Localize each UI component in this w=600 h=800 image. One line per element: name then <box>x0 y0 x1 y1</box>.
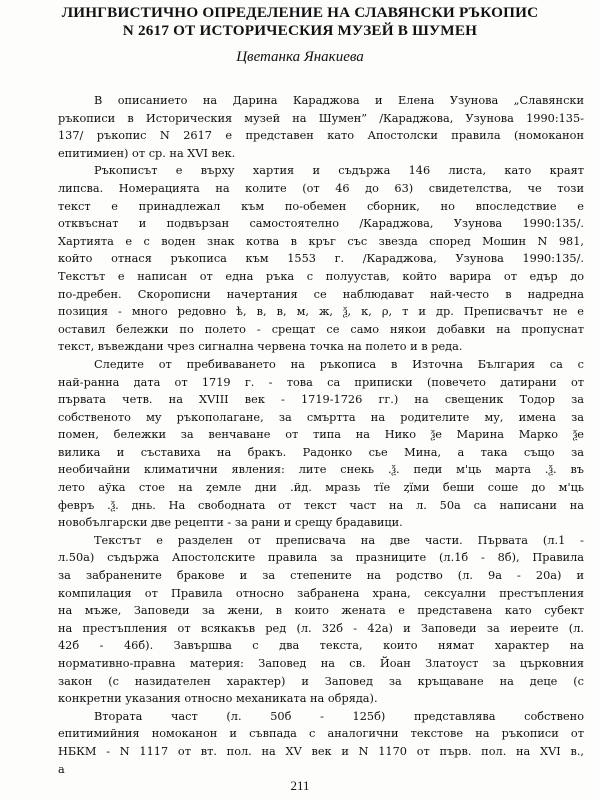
body-line: 137/ ръкопис N 2617 е представен като Апостолски правила (номоканон <box>58 129 584 143</box>
body-line: по-дребен. Скорописни начертания се наблюдават най-често в надредна <box>58 287 584 301</box>
body-line: лето аўка стое на ȥемле дни .йд. мразь тїе ȥїми беши соше до м'ць <box>58 481 584 495</box>
body-line: текст, въвеждани чрез сигнална червена точка на полето и в реда. <box>58 340 463 354</box>
body-line: Втората част (л. 50б - 125б) представлява собствено <box>94 709 584 723</box>
body-line: нормативно-правна материя: Заповед на св. Йоан Златоуст за църковния <box>58 657 584 670</box>
body-line: ръкописи в Историческия музей на Шумен” /Караджова, Узунова 1990:135- <box>58 111 584 125</box>
body-line: липсва. Номерацията на колите (от 46 до 63) свидетелства, че този <box>58 181 584 195</box>
page-number: 211 <box>290 778 310 793</box>
body-line: първата четв. на XVIII век - 1719-1726 гг.) на свещеник Тодор за <box>58 393 584 407</box>
body-line: за забранените бракове и за степените на родство (л. 9а - 20а) и <box>58 569 584 583</box>
body-line: вилика и съставиха на бракъ. Радонко сье Мина, а така също за <box>58 445 584 459</box>
body-line: компилация от Правила относно забранена храна, сексуални престъпления <box>58 586 584 600</box>
article-title-line-1: ЛИНГВИСТИЧНО ОПРЕДЕЛЕНИЕ НА СЛАВЯНСКИ РЪКОПИС <box>61 4 539 21</box>
body-line: необичайни климатични явления: лите снекь .ѯ. педи м'ць марта .ѯ. въ <box>58 463 584 477</box>
body-line: а <box>58 762 65 776</box>
body-line: на престъпления от всякакъв ред (л. 32б - 42а) и Заповеди за иереите (л. <box>58 621 584 635</box>
body-line: текст е принадлежал към по-обемен сборник, но впоследствие е <box>58 199 584 213</box>
body-line: 42б - 46б). Завършва с два текста, които нямат характер на <box>58 639 584 653</box>
body-line: новобългарски две рецепти - за рани и срещу брадавици. <box>58 516 403 530</box>
body-line: февръ .ѯ. днь. На свободната от текст част на л. 50а са написани на <box>58 498 584 512</box>
article-title-line-2: N 2617 ОТ ИСТОРИЧЕСКИЯ МУЗЕЙ В ШУМЕН <box>122 22 478 39</box>
body-line: епитимийния номоканон и съвпада с аналогични текстове на ръкописи от <box>58 727 584 741</box>
body-line: собственото му ръкополагане, за смъртта на родителите му, имена за <box>58 410 584 424</box>
body-line: позиция - много редовно ѣ, в, в, м, ж, ѯ, к, ρ, т и др. Преписвачът не е <box>58 305 584 319</box>
body-line: закон (с назидателен характер) и Заповед за кръщаване на деце (с <box>58 674 584 688</box>
body-line: конкретни указания относно механиката на обряда). <box>58 692 378 706</box>
body-line: отквъснат и подвързан самостоятелно /Караджова, Узунова 1990:135/. <box>58 217 584 231</box>
body-line: на мъже, Заповеди за жени, в които жената е представена като субект <box>58 604 584 618</box>
body-line: Текстът е написан от една ръка с полуустав, който варира от едър до <box>58 269 584 283</box>
body-line: Текстът е разделен от преписвача на две части. Първата (л.1 - <box>94 533 584 547</box>
body-line: оставил бележки по полето - срещат се само някои добавки на пропуснат <box>58 322 584 336</box>
body-line: Следите от пребиваването на ръкописа в Източна България са с <box>94 357 584 371</box>
body-line: който отнася ръкописа към 1553 г. /Караджова, Узунова 1990:135/. <box>58 252 584 266</box>
body-line: В описанието на Дарина Караджова и Елена Узунова „Славянски <box>94 94 584 107</box>
body-line: Ръкописът е върху хартия и съдържа 146 листа, като краят <box>94 164 584 178</box>
author-name: Цветанка Янакиева <box>236 49 364 65</box>
body-line: епитимиен) от ср. на XVI век. <box>58 146 236 160</box>
article-body <box>58 92 584 778</box>
body-line: л.50а) съдържа Апостолските правила за празниците (л.1б - 8б), Правила <box>58 551 584 565</box>
body-line: Хартията е с воден знак котва в кръг със звезда според Мошин N 981, <box>58 234 584 248</box>
body-line: най-ранна дата от 1719 г. - това са приписки (повечето датирани от <box>58 375 584 389</box>
body-line: помен, бележки за венчаване от типа на Нико ѯе Марина Марко ѯе <box>58 428 584 442</box>
body-line: НБКМ - N 1117 от вт. пол. на XV век и N 1170 от първ. пол. на XVI в., <box>58 744 584 758</box>
